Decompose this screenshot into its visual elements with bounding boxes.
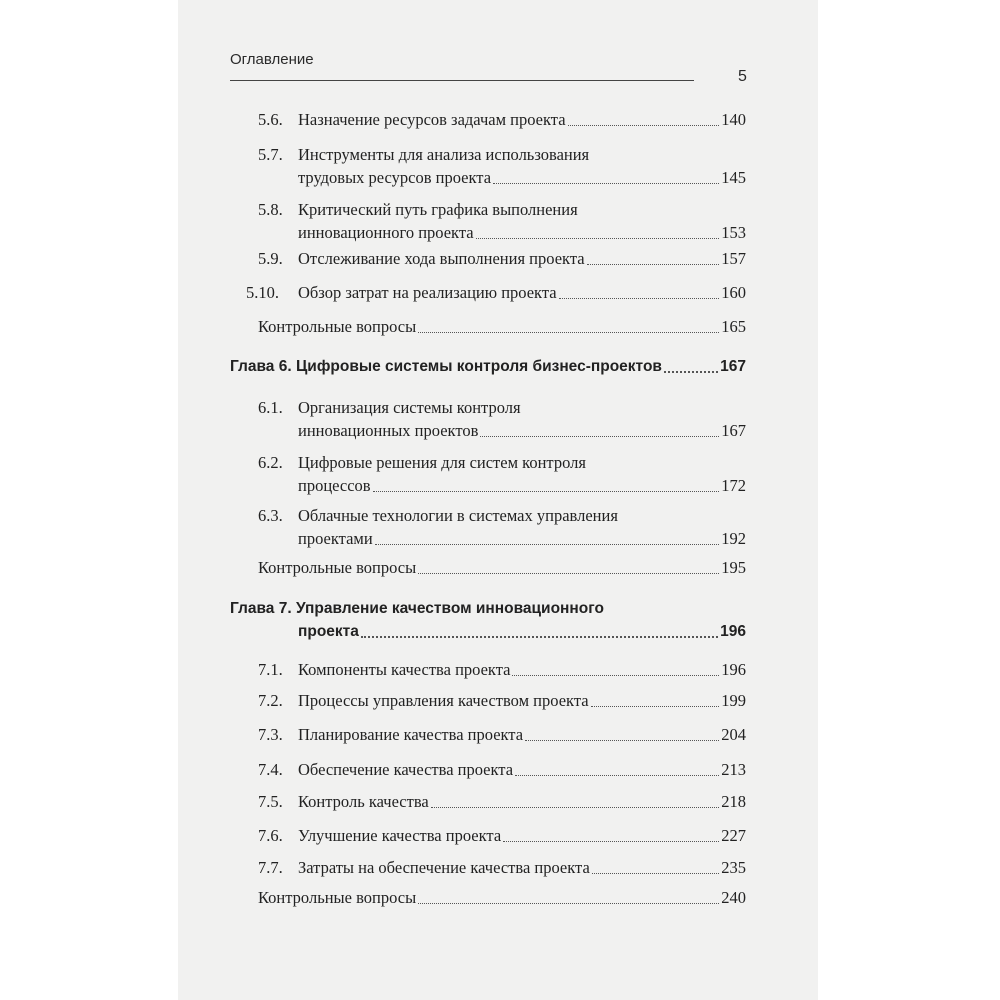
toc-entry-title: Глава 7. Управление качеством инновационного	[230, 600, 604, 617]
dot-leader	[559, 282, 720, 299]
toc-entry-number: 7.3.	[258, 725, 283, 744]
toc-entry-title: процессов	[298, 476, 371, 495]
dot-leader	[476, 222, 720, 239]
toc-entry-number: 5.8.	[258, 200, 283, 219]
toc-entry-number: 7.5.	[258, 792, 283, 811]
toc-entry-page: 153	[721, 223, 746, 242]
toc-entry	[0, 452, 1000, 498]
toc-entry-title: Контрольные вопросы	[258, 317, 417, 336]
toc-entry-page: 213	[721, 760, 746, 779]
toc-entry-title: Глава 6. Цифровые системы контроля бизнес-проектов	[230, 358, 662, 375]
toc-entry-page: 227	[721, 826, 746, 845]
dot-leader	[418, 557, 719, 574]
toc-entry-page: 157	[721, 249, 746, 268]
toc-entry-number: 5.6.	[258, 110, 283, 129]
dot-leader	[418, 316, 719, 333]
toc-entry-title: Отслеживание хода выполнения проекта	[298, 249, 585, 268]
toc-entry-title: инновационных проектов	[298, 421, 479, 440]
dot-leader	[503, 825, 719, 842]
toc-entry	[0, 248, 1000, 271]
toc-entry-page: 165	[721, 317, 746, 336]
toc-entry-number: 7.6.	[258, 826, 283, 845]
toc-entry	[0, 690, 1000, 713]
toc-entry-number: 5.10.	[246, 283, 279, 302]
toc-entry	[0, 144, 1000, 190]
toc-entry-number: 6.2.	[258, 453, 283, 472]
dot-leader	[375, 528, 720, 545]
toc-entry-page: 167	[720, 358, 746, 375]
toc-entry-title: Назначение ресурсов задачам проекта	[298, 110, 566, 129]
toc-entry-title: Обзор затрат на реализацию проекта	[298, 283, 557, 302]
dot-leader	[592, 857, 719, 874]
toc-entry	[0, 109, 1000, 132]
toc-entry	[0, 857, 1000, 880]
toc-entry	[0, 282, 1000, 305]
toc-entry-page: 196	[720, 623, 746, 640]
dot-leader	[525, 724, 719, 741]
toc-entry-title: Облачные технологии в системах управления	[298, 506, 618, 525]
toc-entry-page: 160	[721, 283, 746, 302]
toc-entry-title: Инструменты для анализа использования	[298, 145, 590, 164]
toc-entry-title: Улучшение качества проекта	[298, 826, 502, 845]
dot-leader	[361, 621, 718, 638]
toc-entry	[0, 199, 1000, 245]
dot-leader	[568, 109, 720, 126]
toc-entry-title: Организация системы контроля	[298, 398, 521, 417]
toc-entry-page: 192	[721, 529, 746, 548]
toc-entry	[0, 557, 1000, 580]
dot-leader	[664, 356, 718, 373]
toc-entry-title: Обеспечение качества проекта	[298, 760, 514, 779]
toc-entry-title: Компоненты качества проекта	[298, 660, 511, 679]
toc-entry-number: 7.7.	[258, 858, 283, 877]
toc-entry-title: Критический путь графика выполнения	[298, 200, 578, 219]
toc-entry-number: 7.2.	[258, 691, 283, 710]
toc-entry-number: 7.1.	[258, 660, 283, 679]
dot-leader	[591, 690, 720, 707]
toc-entry-title: Планирование качества проекта	[298, 725, 524, 744]
dot-leader	[512, 659, 719, 676]
toc-entry-number: 6.1.	[258, 398, 283, 417]
toc-entry-page: 195	[721, 558, 746, 577]
toc-entry-number: 5.7.	[258, 145, 283, 164]
dot-leader	[587, 248, 720, 265]
toc-entry	[0, 505, 1000, 551]
toc-entry-page: 172	[721, 476, 746, 495]
toc-entry-title: проекта	[298, 623, 359, 640]
toc-entry-title: проектами	[298, 529, 373, 548]
toc-entry	[0, 887, 1000, 910]
toc-chapter-entry	[0, 598, 1000, 644]
dot-leader	[418, 887, 719, 904]
toc-entry-number: 5.9.	[258, 249, 283, 268]
toc-entry-page: 218	[721, 792, 746, 811]
toc-entry-page: 140	[721, 110, 746, 129]
toc-entry-page: 145	[721, 168, 746, 187]
toc-entry	[0, 659, 1000, 682]
toc-entry-title: Контроль качества	[298, 792, 429, 811]
dot-leader	[493, 167, 719, 184]
toc-entry-page: 235	[721, 858, 746, 877]
toc-entry-title: Процессы управления качеством проекта	[298, 691, 589, 710]
dot-leader	[480, 420, 719, 437]
toc-entry-page: 199	[721, 691, 746, 710]
toc-entry-page: 204	[721, 725, 746, 744]
toc-entry-title: Затраты на обеспечение качества проекта	[298, 858, 590, 877]
toc-entry	[0, 791, 1000, 814]
page-number: 5	[738, 68, 747, 85]
toc-entry-title: Контрольные вопросы	[258, 558, 417, 577]
toc-entry	[0, 397, 1000, 443]
running-header-title: Оглавление	[230, 51, 314, 68]
toc-chapter-entry	[0, 356, 1000, 379]
toc-entry	[0, 316, 1000, 339]
dot-leader	[431, 791, 720, 808]
toc-entry-number: 7.4.	[258, 760, 283, 779]
toc-entry	[0, 724, 1000, 747]
toc-entry-title: Цифровые решения для систем контроля	[298, 453, 586, 472]
toc-entry	[0, 759, 1000, 782]
dot-leader	[373, 475, 720, 492]
toc-entry-page: 196	[721, 660, 746, 679]
dot-leader	[515, 759, 719, 776]
toc-entry-title: трудовых ресурсов проекта	[298, 168, 492, 187]
toc-entry	[0, 825, 1000, 848]
toc-entry-page: 167	[721, 421, 746, 440]
toc-entry-title: Контрольные вопросы	[258, 888, 417, 907]
toc-entry-title: инновационного проекта	[298, 223, 474, 242]
toc-entry-page: 240	[721, 888, 746, 907]
toc-entry-number: 6.3.	[258, 506, 283, 525]
